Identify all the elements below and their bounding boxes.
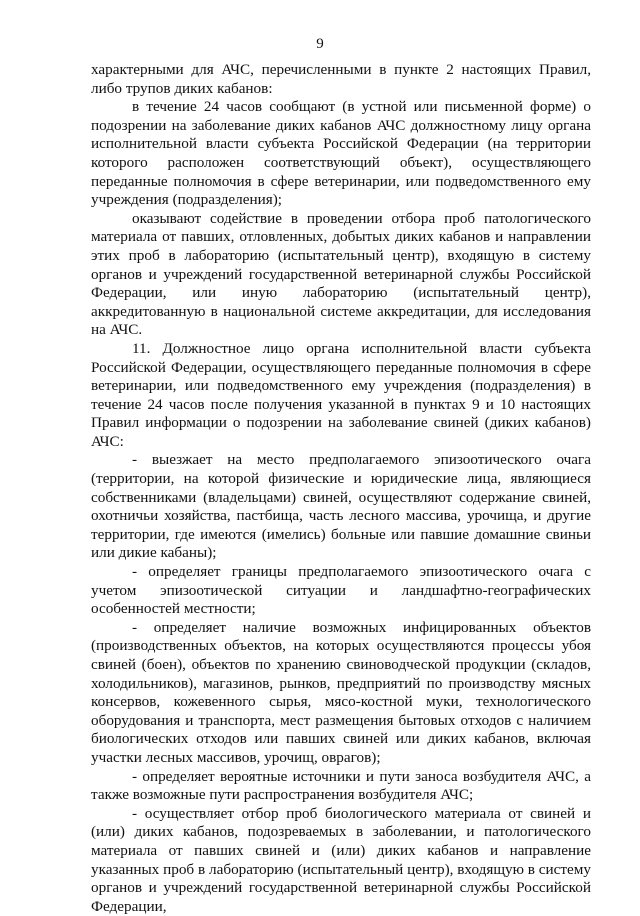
list-item-sources: - определяет вероятные источники и пути заноса возбудителя АЧС, а также возможные пути распространения возбудителя АЧС; [91,767,591,804]
list-item-define-boundaries: - определяет границы предполагаемого эпизоотического очага с учетом эпизоотической ситуации и ландшафтно-географических особенностей местности; [91,563,591,618]
list-item-sampling: - осуществляет отбор проб биологического материала от свиней и (или) диких кабанов, подозреваемых в заболевании, и патологического материала от павших свиней и (или) диких кабанов и направление указанных проб в лабораторию (испытательный центр), входящую в систему органов и учреждений государственной ветеринарной службы Российской Федерации, [91,804,591,915]
paragraph-report-suspicion: в течение 24 часов сообщают (в устной или письменной форме) о подозрении на заболевание диких кабанов АЧС должностному лицу органа исполнительной власти субъекта Российской Федерации (на территории которого расположен соответствующий объект), осуществляющего переданные полномочия в сфере ветеринарии, или подведомственного ему учреждения (подразделения); [91,98,591,209]
list-item-visit-site: - выезжает на место предполагаемого эпизоотического очага (территории, на которой физические и юридические лица, являющиеся собственниками (владельцами) свиней, осуществляют содержание свиней, охотничьи хозяйства, пастбища, часть лесного массива, урочища, и другие территории, где имеются (имелись) больные или павшие домашние свиньи или дикие кабаны); [91,451,591,562]
document-body [91,61,591,916]
paragraph-assist-sampling: оказывают содействие в проведении отбора проб патологического материала от павших, отловленных, добытых диких кабанов и направлении этих проб в лабораторию (испытательный центр), входящую в систему органов и учреждений государственной ветеринарной службы Российской Федерации, или иную лабораторию (испытательный центр), аккредитованную в национальной системе аккредитации, для исследования на АЧС. [91,209,591,339]
paragraph-clause-11: 11. Должностное лицо органа исполнительной власти субъекта Российской Федерации, осуществляющего переданные полномочия в сфере ветеринарии, или подведомственного ему учреждения (подразделения) в течение 24 часов после получения указанной в пунктах 9 и 10 настоящих Правил информации о подозрении на заболевание свиней (диких кабанов) АЧС: [91,339,591,450]
page-number: 9 [316,36,324,52]
paragraph-continuation: характерными для АЧС, перечисленными в пункте 2 настоящих Правил, либо трупов диких кабанов: [91,61,591,97]
list-item-infected-objects: - определяет наличие возможных инфицированных объектов (производственных объектов, на которых осуществляются процессы убоя свиней (боен), объектов по хранению свиноводческой продукции (складов, холодильников), магазинов, рынков, предприятий по производству мясных консервов, кожевенного сырья, мясо-костной муки, технологического оборудования и транспорта, мест размещения бытовых отходов с наличием биологических отходов или павших свиней или диких кабанов, включая участки лесных массивов, урочищ, оврагов); [91,618,591,766]
